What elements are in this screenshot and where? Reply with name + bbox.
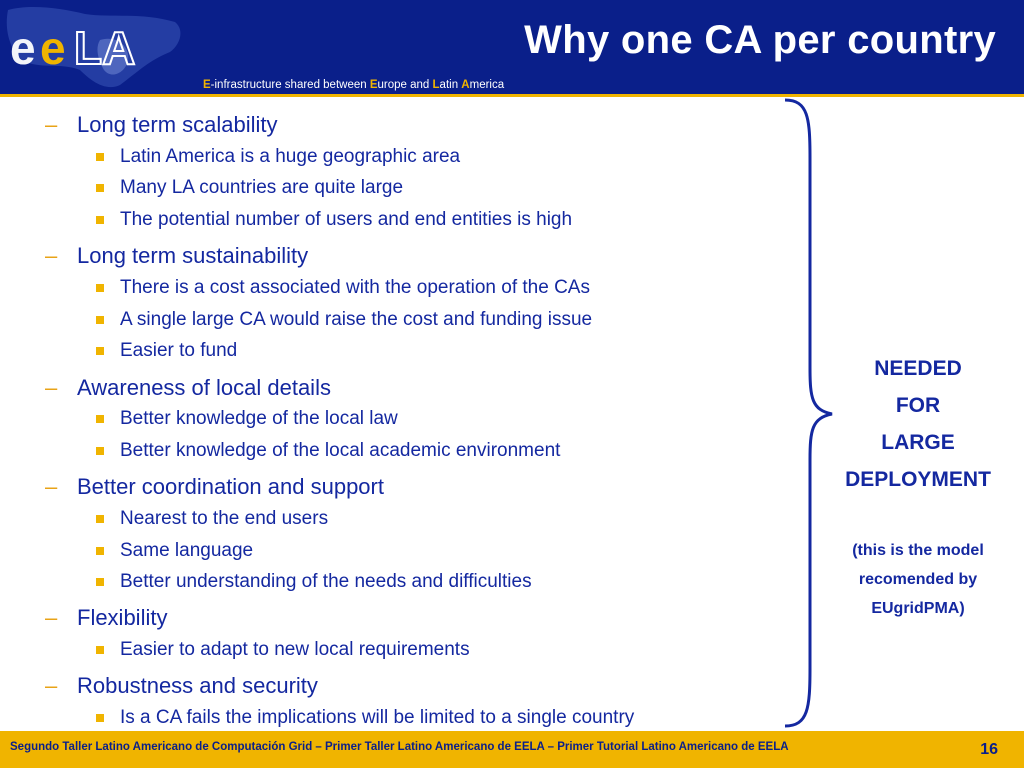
slide-title: Why one CA per country [524, 18, 996, 62]
eela-logo [0, 0, 195, 97]
slide-header [0, 0, 1024, 97]
model-note: (this is the model recomended by EUgridPMA) [852, 542, 984, 617]
dash-bullet-icon: – [45, 474, 58, 499]
slide-subtitle: E-infrastructure shared between Europe and Latin America [203, 79, 505, 91]
needed-callout: NEEDED FOR LARGE DEPLOYMENT [845, 357, 991, 491]
square-bullet-icon [96, 415, 104, 423]
dash-bullet-icon: – [45, 375, 58, 400]
square-bullet-icon [96, 284, 104, 292]
dash-bullet-icon: – [45, 243, 58, 268]
square-bullet-icon [96, 184, 104, 192]
square-bullet-icon [96, 347, 104, 355]
square-bullet-icon [96, 515, 104, 523]
page-number: 16 [980, 741, 998, 758]
square-bullet-icon [96, 216, 104, 224]
square-bullet-icon [96, 316, 104, 324]
eela-logo-text: e [10, 22, 36, 74]
square-bullet-icon [96, 714, 104, 722]
svg-text:LA: LA [74, 22, 136, 74]
square-bullet-icon [96, 153, 104, 161]
svg-text:e: e [40, 22, 66, 74]
footer-text: Segundo Taller Latino Americano de Computación Grid – Primer Taller Latino Americano de EELA – Primer Tutorial Latino Americano de EELA [10, 741, 789, 753]
dash-bullet-icon: – [45, 673, 58, 698]
square-bullet-icon [96, 447, 104, 455]
slide-footer [0, 731, 1024, 768]
square-bullet-icon [96, 547, 104, 555]
square-bullet-icon [96, 646, 104, 654]
dash-bullet-icon: – [45, 112, 58, 137]
dash-bullet-icon: – [45, 605, 58, 630]
square-bullet-icon [96, 578, 104, 586]
